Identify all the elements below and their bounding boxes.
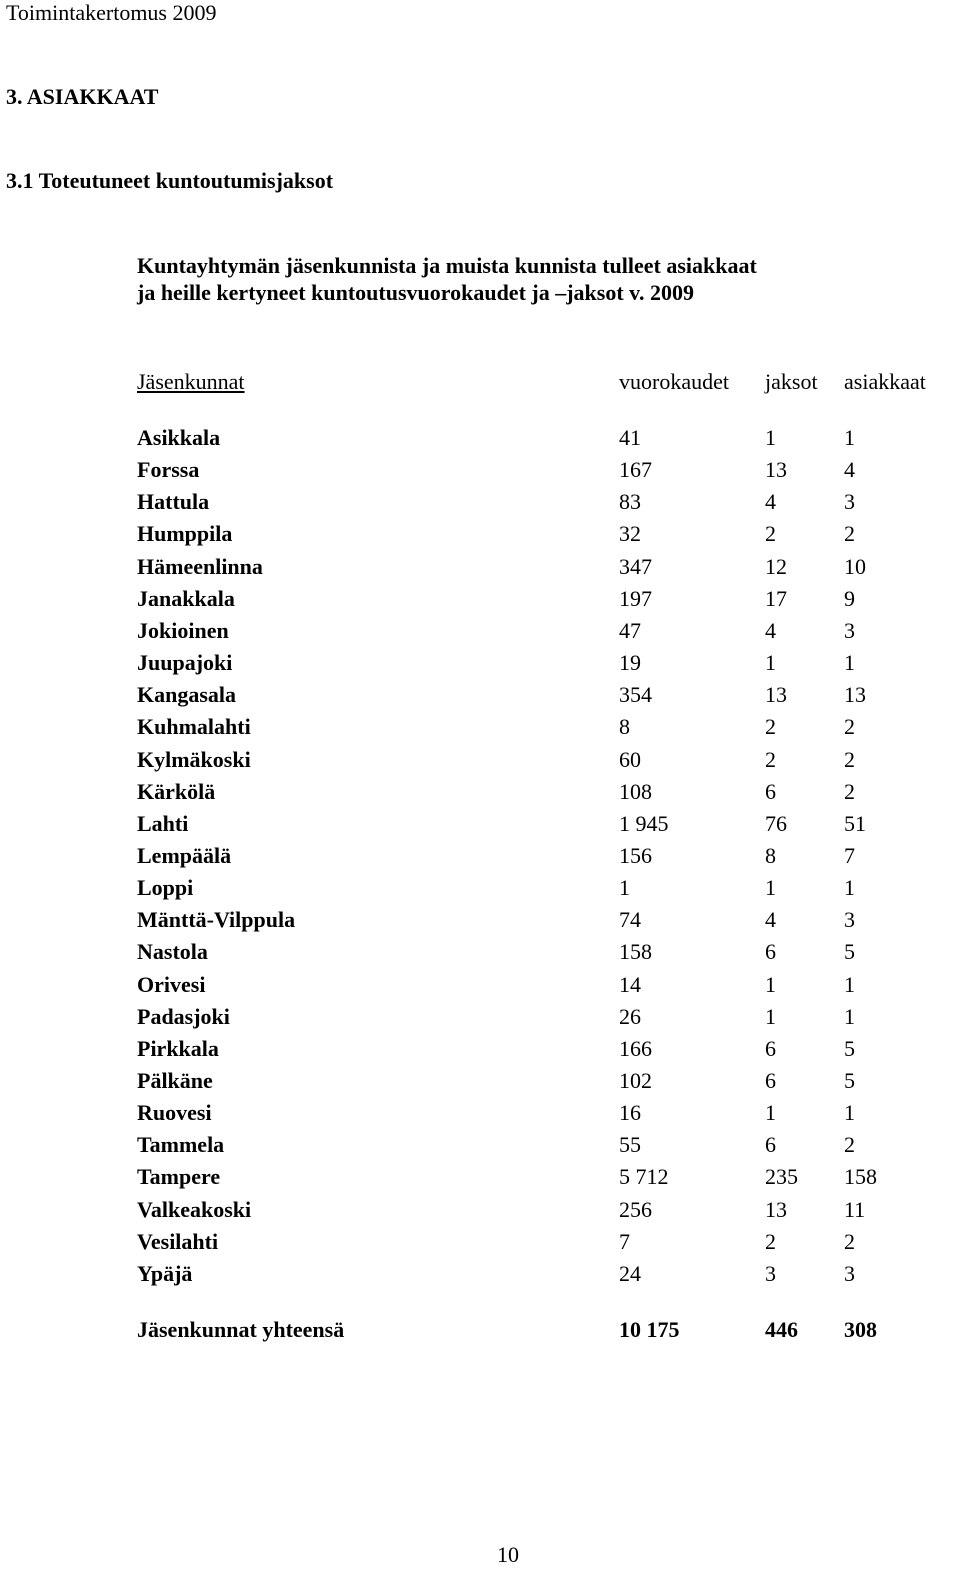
days-value: 74 — [619, 907, 641, 932]
municipality-name: Hämeenlinna — [137, 554, 263, 579]
days-value: 47 — [619, 618, 641, 643]
municipality-name: Orivesi — [137, 972, 206, 997]
clients-value: 7 — [844, 843, 855, 868]
periods-value: 1 — [765, 425, 776, 450]
clients-value: 2 — [844, 779, 855, 804]
periods-value: 6 — [765, 779, 776, 804]
periods-value: 2 — [765, 747, 776, 772]
municipality-name: Mänttä-Vilppula — [137, 907, 296, 932]
clients-value: 2 — [844, 747, 855, 772]
clients-value: 2 — [844, 521, 855, 546]
periods-value: 6 — [765, 1036, 776, 1061]
clients-value: 1 — [844, 1100, 855, 1125]
periods-value: 17 — [765, 586, 787, 611]
days-value: 60 — [619, 747, 641, 772]
days-value: 83 — [619, 489, 641, 514]
column-header-clients: asiakkaat — [844, 369, 926, 394]
days-value: 347 — [619, 554, 652, 579]
clients-value: 3 — [844, 618, 855, 643]
clients-value: 9 — [844, 586, 855, 611]
municipality-name: Tampere — [137, 1164, 221, 1189]
municipality-name: Loppi — [137, 875, 194, 900]
days-value: 354 — [619, 682, 652, 707]
days-value: 41 — [619, 425, 641, 450]
clients-value: 5 — [844, 1036, 855, 1061]
periods-value: 6 — [765, 939, 776, 964]
days-value: 1 — [619, 875, 630, 900]
clients-value: 3 — [844, 489, 855, 514]
days-value: 256 — [619, 1197, 652, 1222]
periods-value: 2 — [765, 714, 776, 739]
total-label: Jäsenkunnat yhteensä — [137, 1317, 345, 1342]
municipality-name: Pirkkala — [137, 1036, 219, 1061]
periods-value: 235 — [765, 1164, 798, 1189]
clients-value: 4 — [844, 457, 855, 482]
days-value: 5 712 — [619, 1164, 669, 1189]
clients-value: 51 — [844, 811, 866, 836]
total-periods: 446 — [765, 1317, 798, 1342]
column-header-periods: jaksot — [765, 369, 818, 394]
clients-value: 1 — [844, 875, 855, 900]
days-value: 16 — [619, 1100, 641, 1125]
total-days: 10 175 — [619, 1317, 680, 1342]
periods-value: 4 — [765, 907, 776, 932]
periods-value: 13 — [765, 682, 787, 707]
clients-value: 11 — [844, 1197, 866, 1222]
periods-value: 1 — [765, 1004, 776, 1029]
periods-value: 1 — [765, 650, 776, 675]
days-value: 32 — [619, 521, 641, 546]
page-header-title: Toimintakertomus 2009 — [6, 0, 217, 25]
municipality-name: Humppila — [137, 521, 233, 546]
column-header-municipalities: Jäsenkunnat — [137, 369, 245, 394]
municipality-name: Lahti — [137, 811, 189, 836]
total-clients: 308 — [844, 1317, 877, 1342]
periods-value: 1 — [765, 972, 776, 997]
table-caption — [137, 252, 757, 306]
periods-value: 12 — [765, 554, 787, 579]
municipality-name: Kylmäkoski — [137, 747, 251, 772]
municipality-name: Valkeakoski — [137, 1197, 252, 1222]
clients-value: 5 — [844, 1068, 855, 1093]
column-header-days: vuorokaudet — [619, 369, 729, 394]
subsection-title: 3.1 Toteutuneet kuntoutumisjaksot — [6, 168, 334, 193]
days-value: 7 — [619, 1229, 630, 1254]
days-value: 26 — [619, 1004, 641, 1029]
municipality-name: Ypäjä — [137, 1261, 193, 1286]
clients-value: 1 — [844, 650, 855, 675]
periods-value: 1 — [765, 875, 776, 900]
days-value: 158 — [619, 939, 652, 964]
municipality-name: Pälkäne — [137, 1068, 213, 1093]
municipality-name: Ruovesi — [137, 1100, 212, 1125]
periods-value: 13 — [765, 1197, 787, 1222]
periods-value: 6 — [765, 1132, 776, 1157]
days-value: 8 — [619, 714, 630, 739]
clients-value: 2 — [844, 714, 855, 739]
municipality-name: Vesilahti — [137, 1229, 219, 1254]
periods-value: 8 — [765, 843, 776, 868]
clients-value: 2 — [844, 1229, 855, 1254]
periods-value: 4 — [765, 489, 776, 514]
caption-line-2: ja heille kertyneet kuntoutusvuorokaudet ja –jaksot v. 2009 — [137, 280, 694, 305]
clients-value: 1 — [844, 1004, 855, 1029]
municipality-name: Asikkala — [137, 425, 221, 450]
municipality-name: Janakkala — [137, 586, 235, 611]
municipality-name: Kangasala — [137, 682, 237, 707]
clients-value: 158 — [844, 1164, 877, 1189]
days-value: 108 — [619, 779, 652, 804]
page-number: 10 — [497, 1542, 519, 1567]
periods-value: 3 — [765, 1261, 776, 1286]
clients-value: 10 — [844, 554, 866, 579]
periods-value: 4 — [765, 618, 776, 643]
periods-value: 76 — [765, 811, 787, 836]
days-value: 14 — [619, 972, 641, 997]
periods-value: 6 — [765, 1068, 776, 1093]
periods-value: 2 — [765, 521, 776, 546]
days-value: 197 — [619, 586, 652, 611]
clients-value: 3 — [844, 1261, 855, 1286]
days-value: 55 — [619, 1132, 641, 1157]
periods-value: 2 — [765, 1229, 776, 1254]
section-title: 3. ASIAKKAAT — [6, 84, 159, 109]
municipality-name: Forssa — [137, 457, 200, 482]
municipality-name: Lempäälä — [137, 843, 232, 868]
municipality-name: Hattula — [137, 489, 210, 514]
municipality-name: Nastola — [137, 939, 208, 964]
clients-value: 13 — [844, 682, 866, 707]
municipality-name: Kuhmalahti — [137, 714, 251, 739]
clients-value: 1 — [844, 425, 855, 450]
days-value: 102 — [619, 1068, 652, 1093]
municipality-name: Juupajoki — [137, 650, 233, 675]
caption-line-1: Kuntayhtymän jäsenkunnista ja muista kunnista tulleet asiakkaat — [137, 253, 757, 278]
municipality-name: Jokioinen — [137, 618, 229, 643]
days-value: 167 — [619, 457, 652, 482]
municipality-name: Padasjoki — [137, 1004, 230, 1029]
days-value: 1 945 — [619, 811, 669, 836]
periods-value: 1 — [765, 1100, 776, 1125]
days-value: 156 — [619, 843, 652, 868]
periods-value: 13 — [765, 457, 787, 482]
clients-value: 5 — [844, 939, 855, 964]
days-value: 19 — [619, 650, 641, 675]
clients-value: 2 — [844, 1132, 855, 1157]
municipality-name: Tammela — [137, 1132, 225, 1157]
municipality-name: Kärkölä — [137, 779, 216, 804]
clients-value: 1 — [844, 972, 855, 997]
days-value: 24 — [619, 1261, 641, 1286]
days-value: 166 — [619, 1036, 652, 1061]
clients-value: 3 — [844, 907, 855, 932]
